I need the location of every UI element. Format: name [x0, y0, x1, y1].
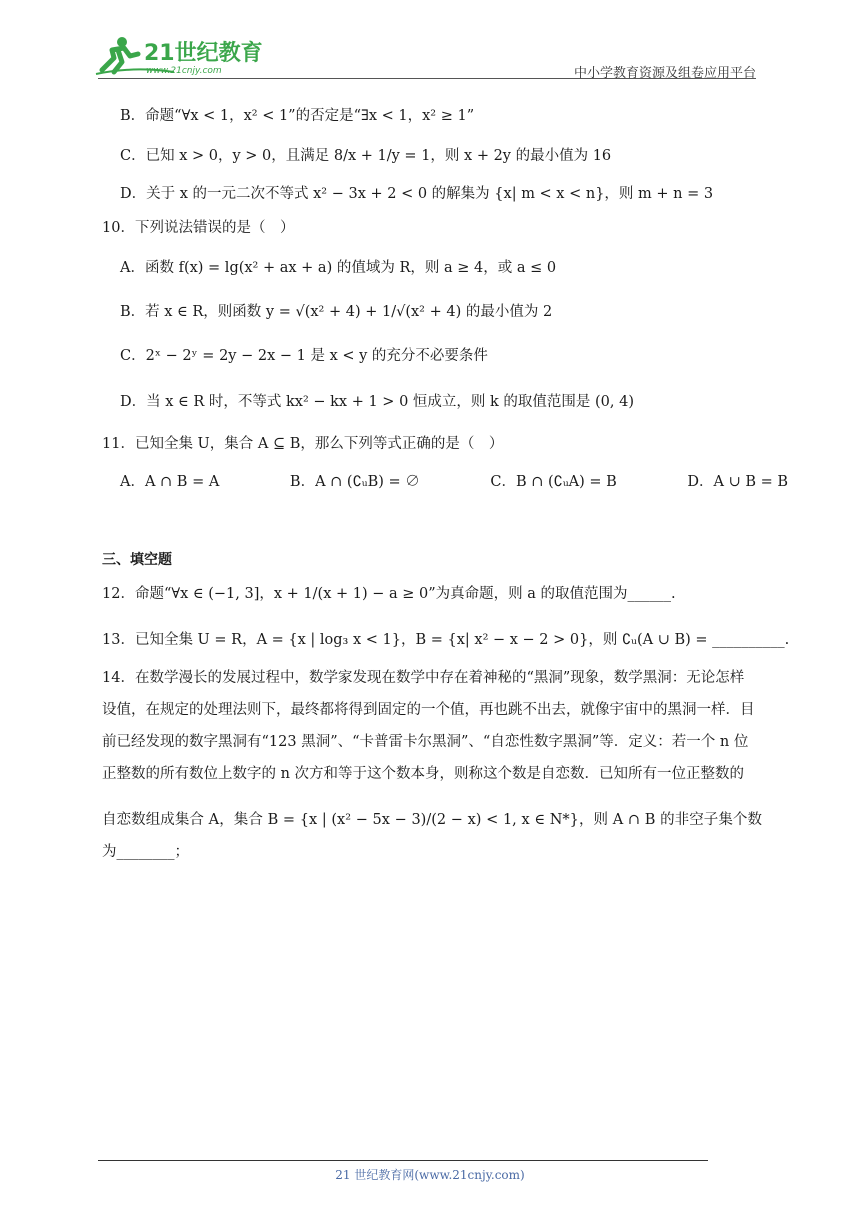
- q10-option-d: D．当 x ∈ R 时，不等式 kx² − kx + 1 > 0 恒成立，则 k 的取值范围是 (0, 4): [120, 394, 634, 410]
- q10-option-c: C．2ˣ − 2ʸ = 2y − 2x − 1 是 x < y 的充分不必要条件: [120, 348, 488, 364]
- q11-option-d: D．A ∪ B = B: [687, 474, 789, 490]
- logo-url: www.21cnjy.com: [146, 66, 222, 76]
- header-divider: [98, 78, 756, 79]
- q9-option-b: B．命题“∀x < 1，x² < 1”的否定是“∃x < 1，x² ≥ 1”: [120, 108, 475, 124]
- q10-option-a: A．函数 f(x) = lg(x² + ax + a) 的值域为 R，则 a ≥ 4，或 a ≤ 0: [120, 260, 557, 276]
- q14-paragraph: [102, 662, 762, 868]
- page-header: [0, 0, 860, 90]
- footer-link[interactable]: 21 世纪教育网(www.21cnjy.com): [335, 1168, 525, 1182]
- q14-line-5: 自恋数组成集合 A，集合 B = {x | (x² − 5x − 3)/(2 − x) < 1, x ∈ N*}，则 A ∩ B 的非空子集个数为________；: [102, 812, 762, 860]
- q10-option-b: B．若 x ∈ R，则函数 y = √(x² + 4) + 1/√(x² + 4) 的最小值为 2: [120, 304, 553, 320]
- q11-options: [120, 472, 854, 492]
- section-title: 三、填空题: [102, 552, 172, 568]
- q11-option-b: B．A ∩ (∁ᵤB) = ∅: [289, 474, 420, 490]
- q11-option-c: C．B ∩ (∁ᵤA) = B: [490, 474, 617, 490]
- runner-logo-icon: [94, 36, 264, 78]
- q14-line-4: 正整数的所有数位上数字的 n 次方和等于这个数本身，则称这个数是自恋数．已知所有一位正整数的: [102, 766, 745, 782]
- q10-stem: 10．下列说法错误的是（ ）: [102, 220, 295, 236]
- q11-stem: 11．已知全集 U，集合 A ⊆ B，那么下列等式正确的是（ ）: [102, 436, 504, 452]
- footer-divider: [98, 1160, 708, 1161]
- q9-option-d: D．关于 x 的一元二次不等式 x² − 3x + 2 < 0 的解集为 {x| m < x < n}，则 m + n = 3: [120, 186, 714, 202]
- q11-option-a: A．A ∩ B = A: [120, 474, 220, 490]
- q14-line-3: 前已经发现的数字黑洞有“123 黑洞”、“卡普雷卡尔黑洞”、“自恋性数字黑洞”等．定义：若一个 n 位: [102, 734, 749, 750]
- logo-text: 21世纪教育: [144, 41, 263, 66]
- q13-text: 13．已知全集 U = R，A = {x | log₃ x < 1}，B = {x| x² − x − 2 > 0}，则 ∁ᵤ(A ∪ B) = __________.: [102, 632, 790, 648]
- q12-text: 12．命题“∀x ∈ (−1, 3]，x + 1/(x + 1) − a ≥ 0”为真命题，则 a 的取值范围为______.: [102, 586, 676, 602]
- site-logo[interactable]: [94, 36, 264, 78]
- q9-option-c: C．已知 x > 0，y > 0，且满足 8/x + 1/y = 1，则 x + 2y 的最小值为 16: [120, 148, 612, 164]
- q14-line-1: 14．在数学漫长的发展过程中，数学家发现在数学中存在着神秘的“黑洞”现象，数学黑洞：无论怎样: [102, 670, 745, 686]
- platform-title: 中小学教育资源及组卷应用平台: [573, 66, 756, 81]
- q14-line-2: 设值，在规定的处理法则下，最终都将得到固定的一个值，再也跳不出去，就像宇宙中的黑洞一样．目: [102, 702, 755, 718]
